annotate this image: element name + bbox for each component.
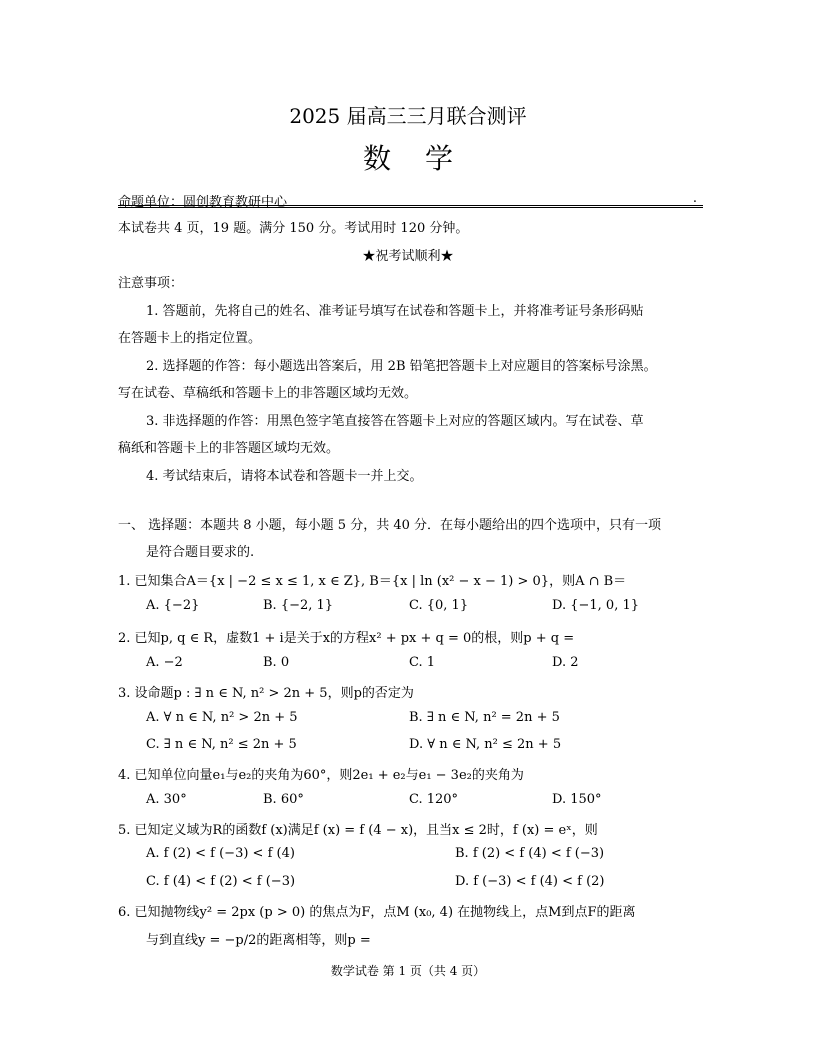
q1-option-a: A. {−2} xyxy=(146,598,200,613)
note-line: 2. 选择题的作答：每小题选出答案后，用 2B 铅笔把答题卡上对应题目的答案标号涂黑。 xyxy=(146,359,657,374)
exam-info: 本试卷共 4 页，19 题。满分 150 分。考试用时 120 分钟。 xyxy=(118,221,469,236)
q3-option-b: B. ∃ n ∈ N, n² = 2n + 5 xyxy=(409,710,560,725)
question-6-stem: 6. 已知抛物线y² = 2px (p > 0) 的焦点为F，点M (x₀, 4) 在抛物线上，点M到点F的距离 xyxy=(118,905,636,920)
setter-unit-dot: . xyxy=(692,191,697,206)
note-line: 稿纸和答题卡上的非答题区域均无效。 xyxy=(118,441,340,456)
section-heading: 一、 选择题：本题共 8 小题，每小题 5 分，共 40 分．在每小题给出的四个选项中，只有一项 xyxy=(118,518,662,533)
question-2-stem: 2. 已知p, q ∈ R，虚数1 + i是关于x的方程x² + px + q = 0的根，则p + q = xyxy=(118,631,575,646)
setter-unit-line xyxy=(118,191,703,208)
question-4-stem: 4. 已知单位向量e₁与e₂的夹角为60°，则2e₁ + e₂与e₁ − 3e₂的夹角为 xyxy=(118,768,524,783)
setter-unit-label: 命题单位：圆创教育教研中心 xyxy=(118,195,288,210)
q5-option-c: C. f (4) < f (2) < f (−3) xyxy=(146,874,296,889)
q2-option-d: D. 2 xyxy=(552,655,579,670)
q4-option-d: D. 150° xyxy=(552,792,602,807)
question-5-stem: 5. 已知定义域为R的函数f (x)满足f (x) = f (4 − x)，且当x ≤ 2时，f (x) = eˣ，则 xyxy=(118,823,598,838)
note-line: 1. 答题前，先将自己的姓名、准考证号填写在试卷和答题卡上，并将准考证号条形码贴 xyxy=(146,304,644,319)
page-footer: 数学试卷 第 1 页（共 4 页） xyxy=(330,964,486,978)
subject-title: 数学 xyxy=(362,142,487,175)
q2-option-c: C. 1 xyxy=(409,655,436,670)
q3-option-d: D. ∀ n ∈ N, n² ≤ 2n + 5 xyxy=(409,737,562,752)
q3-option-c: C. ∃ n ∈ N, n² ≤ 2n + 5 xyxy=(146,737,297,752)
q5-option-b: B. f (2) < f (4) < f (−3) xyxy=(455,846,605,861)
note-line: 在答题卡上的指定位置。 xyxy=(118,331,262,346)
q2-option-b: B. 0 xyxy=(263,655,290,670)
note-line: 写在试卷、草稿纸和答题卡上的非答题区域均无效。 xyxy=(118,386,418,401)
question-6-stem-cont: 与到直线y = −p/2的距离相等，则p = xyxy=(146,933,371,948)
exam-title: 2025 届高三三月联合测评 xyxy=(289,104,527,128)
section-heading-cont: 是符合题目要求的. xyxy=(146,545,255,560)
q4-option-c: C. 120° xyxy=(409,792,459,807)
note-line: 4. 考试结束后，请将本试卷和答题卡一并上交。 xyxy=(146,469,423,484)
note-line: 3. 非选择题的作答：用黑色签字笔直接答在答题卡上对应的答题区域内。写在试卷、草 xyxy=(146,414,644,429)
q1-option-b: B. {−2, 1} xyxy=(263,598,334,613)
q1-option-d: D. {−1, 0, 1} xyxy=(552,598,640,613)
question-3-stem: 3. 设命题p : ∃ n ∈ N, n² > 2n + 5，则p的否定为 xyxy=(118,686,414,701)
q5-option-d: D. f (−3) < f (4) < f (2) xyxy=(455,874,605,889)
q4-option-a: A. 30° xyxy=(146,792,187,807)
q5-option-a: A. f (2) < f (−3) < f (4) xyxy=(146,846,295,861)
good-luck-line: ★祝考试顺利★ xyxy=(362,249,454,264)
notes-heading: 注意事项： xyxy=(118,276,184,291)
q3-option-a: A. ∀ n ∈ N, n² > 2n + 5 xyxy=(146,710,298,725)
question-1-stem: 1. 已知集合A＝{x | −2 ≤ x ≤ 1, x ∈ Z}, B＝{x | ln (x² − x − 1) > 0}，则A ∩ B＝ xyxy=(118,574,627,589)
q2-option-a: A. −2 xyxy=(146,655,183,670)
q1-option-c: C. {0, 1} xyxy=(409,598,469,613)
q4-option-b: B. 60° xyxy=(263,792,304,807)
